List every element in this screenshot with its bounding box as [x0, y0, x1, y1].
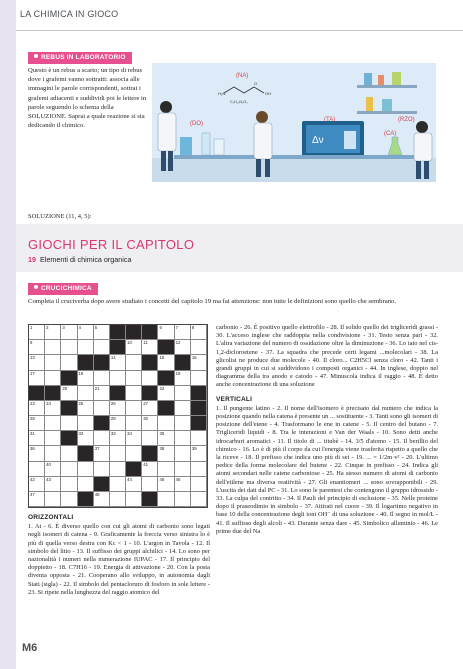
grid-cell[interactable]: 26 [110, 401, 126, 416]
grid-cell[interactable]: 18 [78, 371, 94, 386]
grid-cell[interactable] [45, 446, 61, 461]
label-ca: (CA) [384, 131, 397, 137]
grid-cell[interactable] [78, 477, 94, 492]
grid-cell[interactable]: 1 [29, 325, 45, 340]
grid-cell[interactable] [175, 431, 191, 446]
grid-cell[interactable]: 47 [29, 492, 45, 507]
grid-cell[interactable]: 10 [126, 340, 142, 355]
grid-cell[interactable] [78, 462, 94, 477]
grid-cell[interactable]: 39 [191, 446, 207, 461]
grid-cell[interactable] [110, 446, 126, 461]
grid-cell-black [29, 386, 45, 401]
grid-cell-black [94, 355, 110, 370]
grid-cell[interactable] [78, 386, 94, 401]
label-dd: (DO) [190, 121, 203, 127]
grid-cell[interactable]: 22 [158, 386, 174, 401]
grid-cell[interactable]: 8 [191, 325, 207, 340]
grid-cell[interactable]: 45 [158, 477, 174, 492]
grid-cell[interactable]: 31 [29, 431, 45, 446]
grid-cell[interactable]: 43 [45, 477, 61, 492]
grid-cell[interactable]: 19 [175, 371, 191, 386]
grid-cell-black [61, 431, 77, 446]
grid-cell[interactable]: 4 [78, 325, 94, 340]
grid-cell[interactable]: 25 [78, 401, 94, 416]
grid-cell[interactable] [78, 340, 94, 355]
grid-cell[interactable]: 37 [94, 446, 110, 461]
crucichimica-tab [28, 283, 98, 295]
grid-cell[interactable]: 27 [142, 401, 158, 416]
rebus-tab [28, 52, 132, 64]
grid-cell-black [126, 462, 142, 477]
grid-cell[interactable] [29, 462, 45, 477]
grid-cell[interactable]: 2 [45, 325, 61, 340]
grid-cell-black [175, 355, 191, 370]
section-title: GIOCHI PER IL CAPITOLO [28, 237, 195, 252]
grid-cell[interactable] [78, 416, 94, 431]
grid-cell-black [142, 386, 158, 401]
grid-cell[interactable] [61, 340, 77, 355]
grid-cell[interactable] [191, 431, 207, 446]
grid-cell[interactable] [45, 431, 61, 446]
side-strip [0, 0, 16, 669]
grid-cell[interactable]: 7 [175, 325, 191, 340]
grid-cell-black [142, 355, 158, 370]
grid-cell-black [126, 325, 142, 340]
horizontal-heading: ORIZZONTALI [28, 514, 74, 521]
grid-cell[interactable] [158, 492, 174, 507]
label-rzo: (RZO) [398, 117, 415, 123]
solution-label: SOLUZIONE (11, 4, 5): [28, 213, 92, 220]
grid-cell[interactable] [126, 416, 142, 431]
grid-cell[interactable] [94, 462, 110, 477]
grid-cell-black [158, 340, 174, 355]
page-number: M6 [22, 642, 38, 654]
grid-cell-black [78, 446, 94, 461]
grid-cell-black [191, 416, 207, 431]
grid-cell[interactable]: 24 [45, 401, 61, 416]
grid-cell-black [158, 371, 174, 386]
grid-cell-black [142, 446, 158, 461]
grid-cell[interactable] [45, 371, 61, 386]
grid-cell[interactable] [175, 446, 191, 461]
grid-cell[interactable] [191, 492, 207, 507]
grid-cell-black [110, 386, 126, 401]
grid-cell[interactable] [191, 371, 207, 386]
grid-cell[interactable]: 33 [110, 431, 126, 446]
grid-cell[interactable] [110, 477, 126, 492]
grid-cell[interactable]: 44 [126, 477, 142, 492]
grid-cell[interactable] [94, 401, 110, 416]
grid-cell-black [110, 325, 126, 340]
grid-cell[interactable]: 16 [191, 355, 207, 370]
grid-cell-black [94, 477, 110, 492]
grid-cell[interactable] [175, 401, 191, 416]
grid-cell[interactable] [94, 431, 110, 446]
grid-cell[interactable] [175, 386, 191, 401]
grid-cell[interactable]: 17 [29, 371, 45, 386]
grid-cell[interactable] [191, 340, 207, 355]
grid-cell[interactable] [94, 340, 110, 355]
grid-cell[interactable] [61, 492, 77, 507]
grid-cell[interactable]: 14 [110, 355, 126, 370]
grid-cell[interactable]: 38 [158, 446, 174, 461]
grid-cell[interactable] [126, 446, 142, 461]
horizontal-clues-text: 1. At - 6. È diverso quello con cui gli atomi di carbonio sono legati negli isomeri di catena - 9. Graficamente la freccia verso sinistra lo è più di quella verso destra con Kc < 1 - 10. L'argon in Tavola - 12. Il simbolo del litio - 13. Il suffisso dei gruppi alchilici - 14. Lo sono per nazionalità i numeri nella numerazione IUPAC - 17. Il principio del doppietto - 18. C7H16 - 19. Energia di attivazione - 20. Con la posta diventa opposta - 21. Cooperano allo sviluppo, in autonomia dagli Stati (sigla) - 22. Il simbolo del pentacloruro di fosforo in sole lettere - 23. Si ripete nella lunghezza del raggio atomico del [28, 523, 210, 596]
grid-cell[interactable]: 12 [175, 340, 191, 355]
grid-cell[interactable] [142, 431, 158, 446]
grid-cell[interactable]: 11 [142, 340, 158, 355]
grid-cell[interactable] [94, 371, 110, 386]
grid-cell[interactable]: 35 [158, 431, 174, 446]
grid-cell[interactable] [158, 462, 174, 477]
grid-cell[interactable] [175, 492, 191, 507]
grid-cell[interactable]: 34 [126, 431, 142, 446]
grid-cell[interactable]: 41 [142, 462, 158, 477]
header-title: LA CHIMICA IN GIOCO [20, 9, 119, 19]
grid-cell-black [142, 492, 158, 507]
horizontal-clues-continued: carbonio - 26. È positivo quello elettrofilo - 28. Il solido quello dei trigliceridi grassi - 30. L'acceso inglese che raddoppia nella condivisione - 31. Testo senza pari - 32. L'altra variazione del numero di ossidazione oltre la diminuzione - 36. Lo iato nel cis-1,2-dicloroetene - 37. La squadra che precede certi legami ...molecolari - 38. La glicolisi ne produce due molecole - 40. Il cloro... C2H5Cl senza cloro - 42. Tanti i grandi gruppi in cui si suddividono i composti organici - 44. In inglese, doppio nel diagramma della tra anodo e catodo - 47. Minuscola indica il raggio - 48. È detto anche concentrazione di una soluzione [216, 324, 438, 389]
grid-cell[interactable] [45, 416, 61, 431]
grid-cell[interactable]: 15 [158, 355, 174, 370]
grid-cell[interactable]: 46 [175, 477, 191, 492]
grid-cell[interactable]: 21 [94, 386, 110, 401]
grid-cell-black [78, 492, 94, 507]
grid-cell[interactable] [191, 477, 207, 492]
svg-text:Δν: Δν [312, 135, 324, 146]
grid-cell[interactable] [142, 477, 158, 492]
grid-cell-black [191, 401, 207, 416]
bullet-icon [34, 54, 38, 58]
grid-cell[interactable]: 36 [29, 446, 45, 461]
chapter-title: Elementi di chimica organica [40, 255, 132, 264]
grid-cell[interactable]: 9 [29, 340, 45, 355]
grid-cell-black [158, 401, 174, 416]
vertical-heading: VERTICALI [216, 395, 253, 403]
grid-cell-black [142, 325, 158, 340]
grid-cell[interactable]: 20 [61, 386, 77, 401]
svg-text:C₅H₁₀N₂O₃: C₅H₁₀N₂O₃ [230, 100, 248, 104]
svg-text:OH: OH [265, 91, 271, 96]
chapter-subtitle [28, 255, 131, 264]
grid-cell[interactable] [126, 371, 142, 386]
grid-cell[interactable] [175, 416, 191, 431]
grid-cell[interactable]: 30 [142, 416, 158, 431]
grid-cell-black [61, 371, 77, 386]
grid-cell[interactable]: 48 [94, 492, 110, 507]
grid-cell[interactable] [45, 355, 61, 370]
crossword-intro: Completa il cruciverba dopo avere studiato i concetti del capitolo 19 ma fai attenzione: non tutte le definizioni sono quello che sembrano. [28, 298, 397, 305]
clues-right-column [216, 324, 438, 536]
grid-cell[interactable] [126, 401, 142, 416]
grid-cell[interactable]: 13 [29, 355, 45, 370]
rebus-text: Questo è un rebus a scarto; un tipo di rebus dove i grafemi vanno sottratti: associa alle immagini le parole corrispondenti, sottrai i grafemi adiacenti e suddividi poi le lettere in parole seguendo lo schema della SOLUZIONE. Saprai a quale reazione si sta dedicando il chimico. [28, 67, 147, 130]
grid-cell[interactable] [61, 477, 77, 492]
grid-cell[interactable] [191, 462, 207, 477]
rebus-tab-label: REBUS IN LABORATORIO [41, 54, 126, 61]
grid-cell[interactable]: 29 [110, 416, 126, 431]
grid-cell[interactable] [61, 416, 77, 431]
label-na: (NA) [236, 73, 249, 79]
label-ta: (TA) [324, 117, 336, 123]
grid-cell[interactable]: 42 [29, 477, 45, 492]
svg-text:O: O [254, 81, 258, 86]
grid-cell-black [110, 340, 126, 355]
grid-cell[interactable] [45, 340, 61, 355]
grid-cell[interactable]: 5 [94, 325, 110, 340]
grid-cell[interactable] [126, 492, 142, 507]
grid-cell-black [45, 386, 61, 401]
grid-cell[interactable] [142, 371, 158, 386]
grid-cell[interactable] [126, 355, 142, 370]
chapter-number: 19 [28, 255, 36, 264]
grid-cell[interactable] [158, 416, 174, 431]
grid-cell[interactable]: 32 [78, 431, 94, 446]
grid-cell-black [61, 401, 77, 416]
grid-cell[interactable]: 3 [61, 325, 77, 340]
grid-cell[interactable]: 6 [158, 325, 174, 340]
crucichimica-tab-label: CRUCICHIMICA [41, 285, 92, 292]
grid-cell-black [94, 416, 110, 431]
grid-cell-black [78, 355, 94, 370]
grid-cell[interactable] [110, 371, 126, 386]
grid-cell[interactable] [110, 462, 126, 477]
bullet-icon [34, 285, 38, 289]
grid-cell[interactable] [61, 446, 77, 461]
grid-cell[interactable]: 23 [29, 401, 45, 416]
grid-cell[interactable]: 40 [45, 462, 61, 477]
grid-cell[interactable] [126, 386, 142, 401]
svg-text:H₂N: H₂N [218, 91, 226, 96]
header-rule [16, 30, 463, 31]
crossword-grid[interactable] [28, 324, 208, 508]
rebus-illustration [152, 63, 436, 182]
grid-cell[interactable] [61, 355, 77, 370]
grid-cell[interactable] [110, 492, 126, 507]
grid-cell[interactable] [175, 462, 191, 477]
vertical-clues-text: 1. Il pungente latino - 2. Il nome dell'isomero è precisato dal numero che indica la posizione quando nella catena è presente un ... sostituente - 3. Tanti sono gli isomeri di posizione dell'etene - 4. Trasformano le ene in catene - 5. Il centro del butano - 7. Trigliceridi liquidi - 8. Tra le interazioni e Van der Waals - 10. Sono detti anche idrocarburi aromatici - 11. Il titolo di ... titubè - 14. 3/5 d'atomo - 15. Il berillio del chimico - 16. Lo è di più il corpo da cui l'energia viene trasferita rispetto a quello che la riceve - 18. Il prefisso che indica uno più di sei - 19. ... = 1/2m·v² - 20. L'ultimo pedice della forma molecolare del butene - 22. Cinque in prefisso - 24. Indica gli atomi secondari nelle catene carboniose - 25. Ha stesso numero di atomi di carbonio dell'etilene ma diversa reattività - 27. Gli enantiomeri ... sono sovrapponibili - 29. L'uscita dei dati dal PC - 31. Lo sono le parentesi che contengono il gruppo idrossido - 33. La culpa del contritto - 34. Il Pauli del principio di esclusione - 35. Nelle proteine dopo il praseodimio in simbolo - 37. Attirati nel cuore - 39. Il logaritmo negativo in base 10 della concentrazione degli ioni OH⁻ di una soluzione - 40. Il segno in mol/L - 41. Il suffisso degli alcoli - 43. Durante senza dare - 45. Simbolico alluminio - 46. Le prime due del Na [216, 404, 438, 535]
grid-cell[interactable]: 28 [29, 416, 45, 431]
grid-cell[interactable] [45, 492, 61, 507]
grid-cell-black [191, 386, 207, 401]
grid-cell[interactable] [61, 462, 77, 477]
clues-horizontal [28, 514, 210, 597]
lab-scene-image [152, 63, 436, 182]
